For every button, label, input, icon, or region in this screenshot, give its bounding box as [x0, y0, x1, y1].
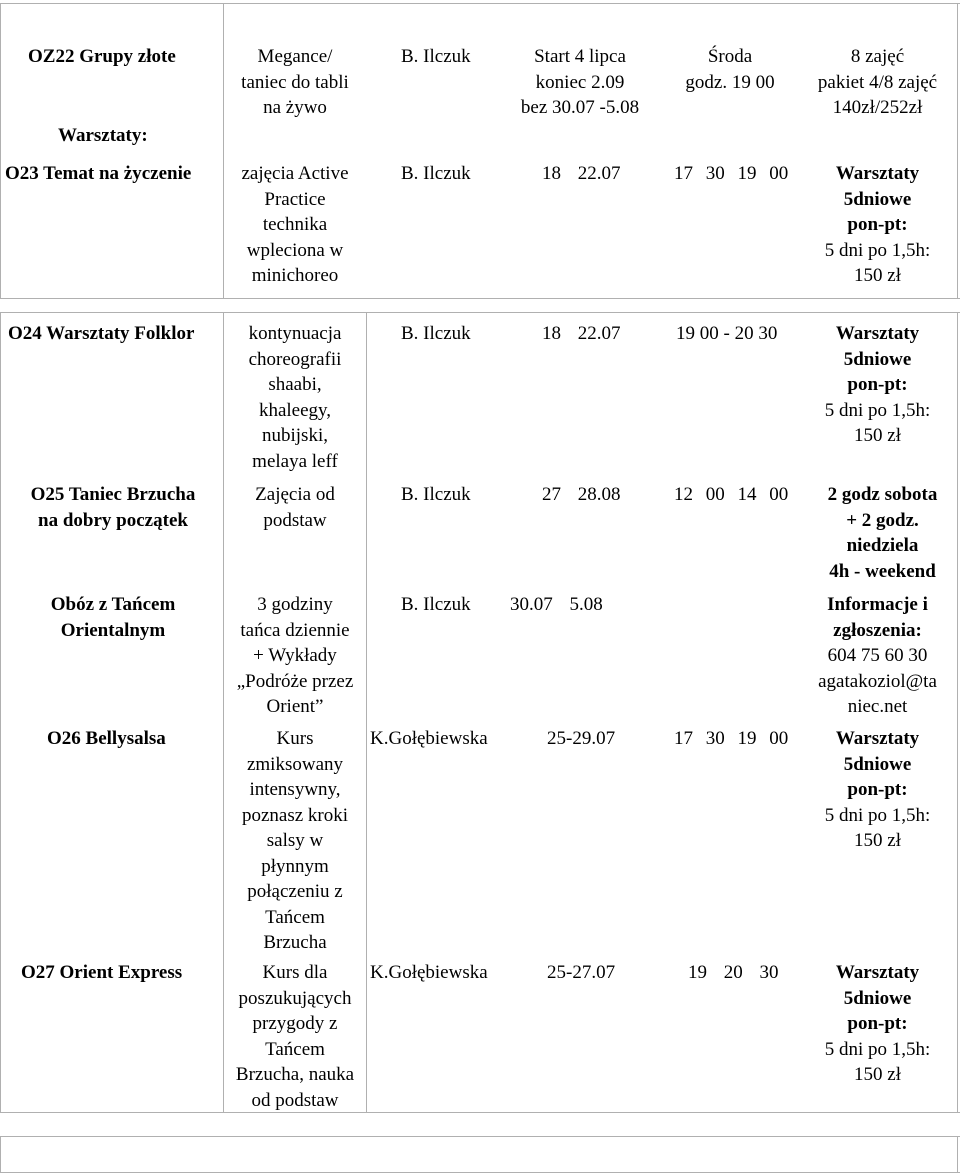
row-oboz-desc: 3 godziny tańca dziennie + Wykłady „Podróże przez Orient” — [236, 594, 354, 717]
row-o27-time: 19 20 30 — [688, 962, 779, 983]
row-oboz-name: Obóz z Tańcem Orientalnym — [50, 594, 176, 641]
row-o24-time: 19 00 - 20 30 — [676, 323, 778, 344]
row-oz22-instructor: B. Ilczuk — [401, 46, 471, 67]
row-o24-desc: kontynuacja choreografii shaabi, khaleegy, nubijski, melaya leff — [248, 323, 342, 472]
row-o23-time: 17 30 19 00 — [674, 163, 789, 184]
section-label-workshops: Warsztaty: — [58, 125, 148, 146]
row-o27-desc: Kurs dla poszukujących przygody z Tańcem Brzucha, nauka od podstaw — [235, 962, 355, 1111]
row-o23-price: Warsztaty 5dniowe pon-pt: 5 dni po 1,5h: 150 zł — [824, 163, 931, 286]
row-o26-desc: Kurs zmiksowany intensywny, poznasz kroki salsy w płynnym połączeniu z Tańcem Brzucha — [241, 728, 349, 953]
row-o23-desc: zajęcia Active Practice technika wpleciona w minichoreo — [241, 163, 349, 286]
row-o27-instructor: K.Gołębiewska — [370, 962, 488, 983]
row-o26-time: 17 30 19 00 — [674, 728, 789, 749]
row-o24-instructor: B. Ilczuk — [401, 323, 471, 344]
row-o27-price: Warsztaty 5dniowe pon-pt: 5 dni po 1,5h: 150 zł — [824, 962, 931, 1085]
row-o24-price: Warsztaty 5dniowe pon-pt: 5 dni po 1,5h: 150 zł — [824, 323, 931, 446]
row-oz22-desc: Megance/ taniec do tabli na żywo — [241, 46, 349, 118]
row-oz22-price: 8 zajęć pakiet 4/8 zajęć 140zł/252zł — [817, 46, 938, 118]
row-o27-name: O27 Orient Express — [21, 962, 183, 983]
row-o25-instructor: B. Ilczuk — [401, 484, 471, 505]
row-oz22-name: OZ22 Grupy złote — [28, 46, 176, 67]
row-o23-dates: 18 22.07 — [542, 163, 621, 184]
row-o25-time: 12 00 14 00 — [674, 484, 789, 505]
row-o27-dates: 25-27.07 — [547, 962, 616, 983]
row-o25-name: O25 Taniec Brzucha na dobry początek — [30, 484, 196, 531]
row-o25-dates: 27 28.08 — [542, 484, 621, 505]
row-o24-name: O24 Warsztaty Folklor — [8, 323, 195, 344]
row-o23-instructor: B. Ilczuk — [401, 163, 471, 184]
row-oz22-dates: Start 4 lipca koniec 2.09 bez 30.07 -5.08 — [520, 46, 640, 118]
row-o26-name: O26 Bellysalsa — [47, 728, 166, 749]
row-o26-dates: 25-29.07 — [547, 728, 616, 749]
row-o26-instructor: K.Gołębiewska — [370, 728, 488, 749]
row-o24-dates: 18 22.07 — [542, 323, 621, 344]
row-o25-price: 2 godz sobota + 2 godz. niedziela 4h - weekend — [827, 484, 938, 582]
row-oz22-time: Środa godz. 19 00 — [685, 46, 775, 93]
row-oboz-dates: 30.07 5.08 — [510, 594, 603, 615]
row-oboz-instructor: B. Ilczuk — [401, 594, 471, 615]
row-o25-desc: Zajęcia od podstaw — [255, 484, 335, 531]
row-o26-price: Warsztaty 5dniowe pon-pt: 5 dni po 1,5h: 150 zł — [824, 728, 931, 851]
row-o23-name: O23 Temat na życzenie — [5, 163, 192, 184]
row-oboz-price: Informacje i zgłoszenia: 604 75 60 30 agatakoziol@ta niec.net — [818, 594, 937, 717]
